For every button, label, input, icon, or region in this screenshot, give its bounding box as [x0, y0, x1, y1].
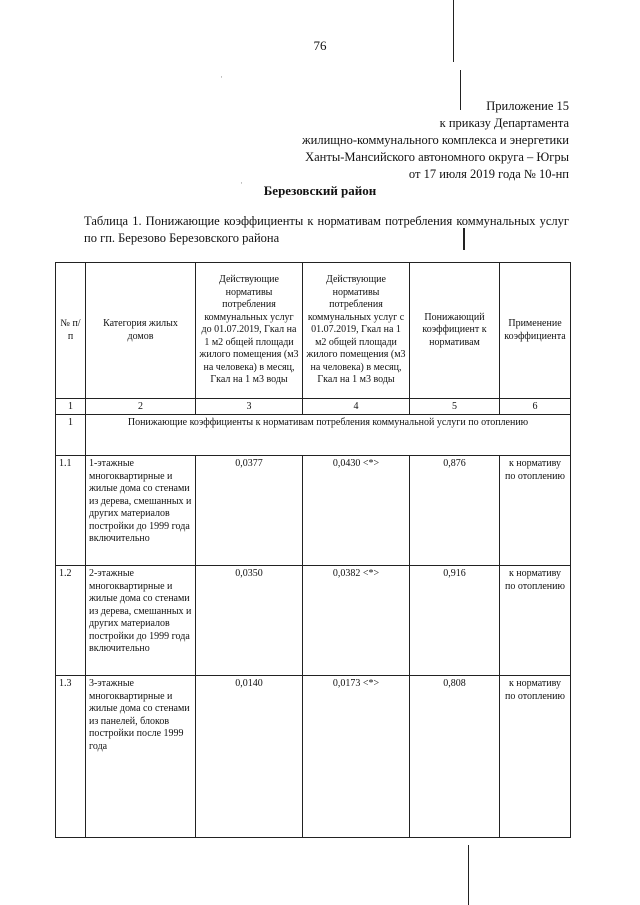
- scan-speck: ·: [220, 72, 223, 82]
- row-coefficient: 0,808: [410, 676, 500, 838]
- header-cell-application: Применение коэффициента: [500, 263, 571, 399]
- row-norm-before: 0,0140: [196, 676, 303, 838]
- district-heading: Березовский район: [263, 183, 377, 198]
- column-number: 4: [303, 399, 410, 415]
- column-number: 5: [410, 399, 500, 415]
- appendix-line: Приложение 15: [486, 99, 569, 113]
- table-row: [56, 566, 571, 676]
- row-norm-before: 0,0377: [196, 456, 303, 566]
- row-application: к нормативу по отоплению: [500, 676, 571, 838]
- row-coefficient: 0,916: [410, 566, 500, 676]
- row-application: к нормативу по отоплению: [500, 566, 571, 676]
- appendix-block: [269, 98, 569, 183]
- row-norm-before: 0,0350: [196, 566, 303, 676]
- table-caption: Таблица 1. Понижающие коэффициенты к нормативам потребления коммунальных услуг по гп. Березово Березовского района: [84, 214, 569, 245]
- appendix-line: жилищно-коммунального комплекса и энергетики: [302, 133, 569, 147]
- section-row: [56, 415, 571, 456]
- row-coefficient: 0,876: [410, 456, 500, 566]
- column-number: 1: [56, 399, 86, 415]
- row-category: 2-этажные многоквартирные и жилые дома со стенами из дерева, смешанных и других материалов постройки до 1999 года включительно: [86, 566, 196, 676]
- header-cell-norm-before: Действующие нормативы потребления коммунальных услуг до 01.07.2019, Гкал на 1 м2 общей площади жилого помещения (м3 на человека) в месяц, Гкал на 1 м3 воды: [196, 263, 303, 399]
- row-norm-after: 0,0382 <*>: [303, 566, 410, 676]
- column-number: 6: [500, 399, 571, 415]
- section-number: 1: [56, 415, 86, 456]
- row-category: 3-этажные многоквартирные и жилые дома со стенами из панелей, блоков постройки после 1999 года: [86, 676, 196, 838]
- table-row: [56, 676, 571, 838]
- row-category: 1-этажные многоквартирные и жилые дома со стенами из дерева, смешанных и других материалов постройки до 1999 года включительно: [86, 456, 196, 566]
- scan-artifact-line: [453, 0, 454, 62]
- appendix-line: от 17 июля 2019 года № 10-нп: [408, 167, 569, 181]
- header-cell-coefficient: Понижающий коэффициент к нормативам: [410, 263, 500, 399]
- row-number: 1.1: [56, 456, 86, 566]
- header-cell-number: № п/п: [56, 263, 86, 399]
- scan-artifact-line: [468, 845, 469, 905]
- column-number: 2: [86, 399, 196, 415]
- row-application: к нормативу по отоплению: [500, 456, 571, 566]
- scan-speck: ·: [240, 178, 243, 188]
- row-norm-after: 0,0173 <*>: [303, 676, 410, 838]
- section-title: Понижающие коэффициенты к нормативам потребления коммунальной услуги по отоплению: [86, 415, 571, 456]
- appendix-line: Ханты-Мансийского автономного округа – Югры: [305, 150, 569, 164]
- row-number: 1.2: [56, 566, 86, 676]
- column-number-row: [56, 399, 571, 415]
- appendix-line: к приказу Департамента: [439, 116, 569, 130]
- row-number: 1.3: [56, 676, 86, 838]
- page-number: 76: [313, 38, 327, 53]
- table-row: [56, 456, 571, 566]
- header-cell-norm-after: Действующие нормативы потребления коммунальных услуг с 01.07.2019, Гкал на 1 м2 общей площади жилого помещения (м3 на человека) в месяц, Гкал на 1 м3 воды: [303, 263, 410, 399]
- header-cell-category: Категория жилых домов: [86, 263, 196, 399]
- table-header-row: [56, 263, 571, 399]
- row-norm-after: 0,0430 <*>: [303, 456, 410, 566]
- coefficients-table: [55, 262, 571, 838]
- column-number: 3: [196, 399, 303, 415]
